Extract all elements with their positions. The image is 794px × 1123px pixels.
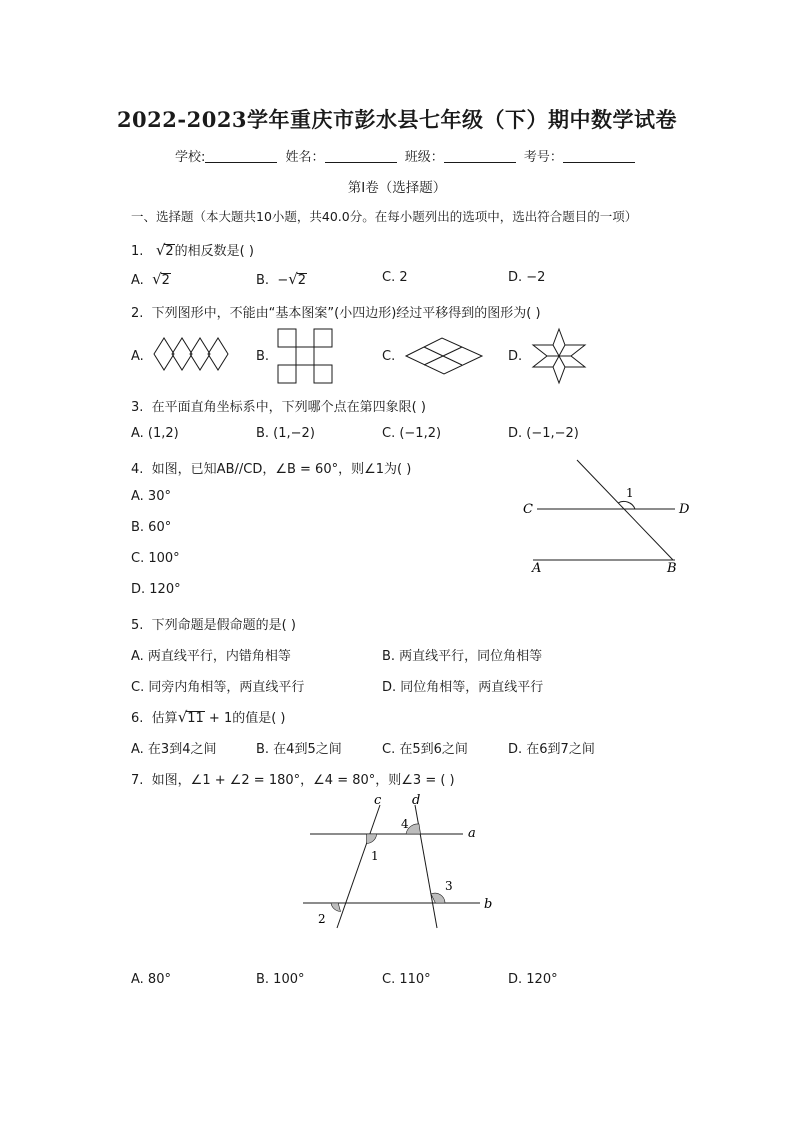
q4-option-a[interactable]: A. 30° bbox=[131, 489, 171, 504]
q2-figure-c bbox=[404, 336, 484, 376]
line-c bbox=[337, 805, 380, 928]
number-field[interactable] bbox=[563, 149, 635, 163]
q7-option-b[interactable]: B. 100° bbox=[256, 972, 305, 987]
label-b: B bbox=[667, 561, 677, 576]
question-1 bbox=[131, 240, 254, 259]
q5-option-c[interactable]: C. 同旁内角相等，两直线平行 bbox=[131, 680, 305, 695]
name-label: 姓名： bbox=[285, 150, 325, 165]
class-label: 班级： bbox=[404, 150, 444, 165]
radical-sign: √ bbox=[177, 708, 188, 726]
transversal bbox=[577, 460, 673, 560]
question-number: 2. bbox=[131, 306, 144, 321]
label-a: a bbox=[468, 826, 476, 841]
label-angle-1: 1 bbox=[371, 849, 379, 863]
name-field[interactable] bbox=[325, 149, 397, 163]
q2-figure-b bbox=[276, 327, 334, 385]
q7-option-c[interactable]: C. 110° bbox=[382, 972, 431, 987]
question-text: 下列图形中，不能由“基本图案”(小四边形)经过平移得到的图形为( ) bbox=[151, 306, 541, 321]
question-number: 6. bbox=[131, 711, 144, 726]
q5-option-b[interactable]: B. 两直线平行，同位角相等 bbox=[382, 649, 543, 664]
question-text: 在平面直角坐标系中，下列哪个点在第四象限( ) bbox=[151, 400, 426, 415]
question-5 bbox=[131, 614, 296, 633]
angle-2-arc bbox=[331, 903, 341, 912]
question-2 bbox=[131, 302, 541, 321]
page-title: 2022-2023学年重庆市彭水县七年级（下）期中数学试卷 bbox=[116, 107, 678, 132]
q1-option-c[interactable]: C. 2 bbox=[382, 270, 408, 285]
angle-1-arc bbox=[367, 834, 377, 843]
question-text: 如图，∠1 + ∠2 = 180°，∠4 = 80°，则∠3 = ( ) bbox=[151, 773, 455, 788]
label-c: c bbox=[374, 793, 382, 808]
question-4 bbox=[131, 458, 411, 477]
q2-option-c[interactable]: C. bbox=[382, 349, 396, 364]
q2-figure-a bbox=[152, 336, 230, 372]
q3-option-d[interactable]: D. (−1,−2) bbox=[508, 426, 579, 441]
question-text: 下列命题是假命题的是( ) bbox=[151, 618, 296, 633]
q3-option-b[interactable]: B. (1,−2) bbox=[256, 426, 315, 441]
q4-option-c[interactable]: C. 100° bbox=[131, 551, 180, 566]
q3-option-a[interactable]: A. (1,2) bbox=[131, 426, 179, 441]
q2-option-d[interactable]: D. bbox=[508, 349, 523, 364]
q1-option-b[interactable] bbox=[256, 270, 307, 288]
radical-sign: √ bbox=[152, 270, 162, 288]
q7-option-d[interactable]: D. 120° bbox=[508, 972, 558, 987]
q1-option-d[interactable]: D. −2 bbox=[508, 270, 546, 285]
angle-3-arc bbox=[431, 893, 445, 903]
q1-option-a[interactable] bbox=[131, 270, 171, 288]
part-heading: 第I卷（选择题） bbox=[347, 180, 447, 196]
question-number: 3. bbox=[131, 400, 144, 415]
q6-option-d[interactable]: D. 在6到7之间 bbox=[508, 742, 595, 757]
q6-option-b[interactable]: B. 在4到5之间 bbox=[256, 742, 342, 757]
q6-option-c[interactable]: C. 在5到6之间 bbox=[382, 742, 468, 757]
question-text: 的相反数是( ) bbox=[174, 244, 254, 259]
q2-option-a[interactable]: A. bbox=[131, 349, 144, 364]
label-angle-4: 4 bbox=[401, 817, 409, 831]
question-text: 如图，已知AB//CD，∠B = 60°，则∠1为( ) bbox=[151, 462, 412, 477]
radicand: 11 bbox=[187, 711, 204, 726]
q7-figure bbox=[295, 790, 500, 935]
student-info-line bbox=[175, 146, 639, 165]
q5-option-d[interactable]: D. 同位角相等，两直线平行 bbox=[382, 680, 544, 695]
number-label: 考号： bbox=[523, 150, 563, 165]
label-angle-3: 3 bbox=[445, 879, 453, 893]
question-7 bbox=[131, 769, 455, 788]
question-3 bbox=[131, 396, 426, 415]
question-number: 5. bbox=[131, 618, 144, 633]
question-text: 估算 bbox=[151, 711, 178, 726]
section-heading: 一、选择题（本大题共10小题，共40.0分。在每小题列出的选项中，选出符合题目的一项） bbox=[131, 209, 638, 224]
label-c: C bbox=[523, 502, 533, 517]
radicand: 2 bbox=[297, 273, 307, 288]
question-number: 1. bbox=[131, 244, 144, 259]
question-number: 4. bbox=[131, 462, 144, 477]
label-d: d bbox=[412, 793, 421, 808]
school-field[interactable] bbox=[205, 149, 277, 163]
q2-figure-d bbox=[530, 327, 588, 385]
minus-sign: − bbox=[277, 273, 289, 288]
radical-sign: √ bbox=[155, 241, 166, 259]
school-label: 学校: bbox=[175, 150, 206, 165]
option-label: B. bbox=[256, 273, 270, 288]
q4-option-b[interactable]: B. 60° bbox=[131, 520, 172, 535]
line-d bbox=[415, 805, 437, 928]
q2-option-b[interactable]: B. bbox=[256, 349, 270, 364]
radicand: 2 bbox=[165, 244, 174, 259]
class-field[interactable] bbox=[444, 149, 516, 163]
label-angle-2: 2 bbox=[318, 912, 326, 926]
label-angle-1: 1 bbox=[626, 486, 634, 500]
q3-option-c[interactable]: C. (−1,2) bbox=[382, 426, 442, 441]
label-a: A bbox=[532, 561, 542, 576]
q4-option-d[interactable]: D. 120° bbox=[131, 582, 181, 597]
q4-figure bbox=[515, 455, 700, 580]
q6-option-a[interactable]: A. 在3到4之间 bbox=[131, 742, 217, 757]
question-text-rest: + 1的值是( ) bbox=[204, 711, 286, 726]
option-label: A. bbox=[131, 273, 144, 288]
label-d: D bbox=[679, 502, 690, 517]
q5-option-a[interactable]: A. 两直线平行，内错角相等 bbox=[131, 649, 291, 664]
radical-sign: √ bbox=[288, 270, 298, 288]
label-b: b bbox=[484, 897, 493, 912]
radicand: 2 bbox=[161, 273, 170, 288]
question-6 bbox=[131, 707, 286, 726]
question-number: 7. bbox=[131, 773, 144, 788]
q7-option-a[interactable]: A. 80° bbox=[131, 972, 171, 987]
